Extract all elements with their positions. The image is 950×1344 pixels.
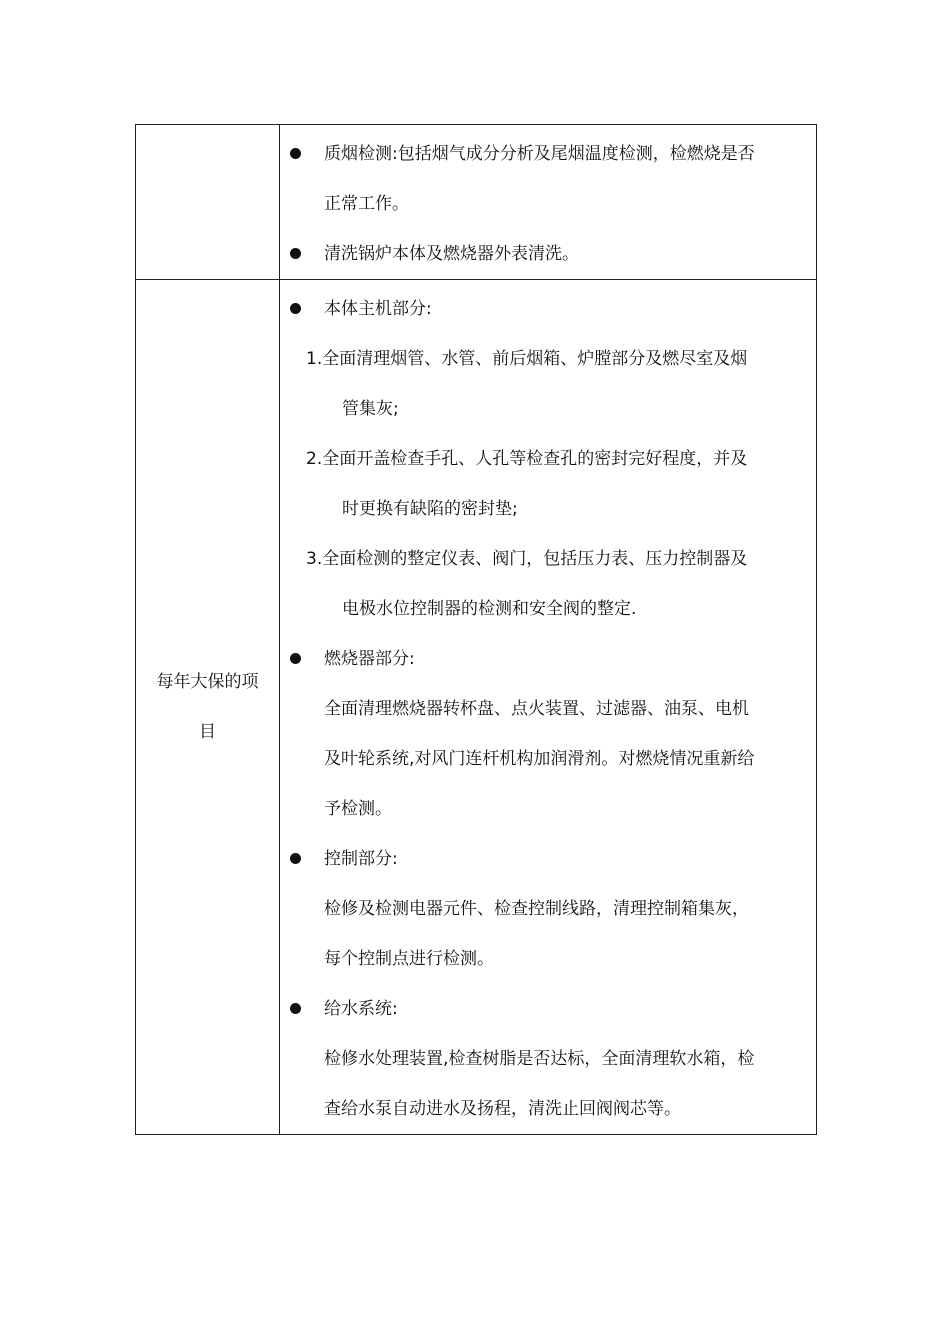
line-text: 2.全面开盖检查手孔、人孔等检查孔的密封完好程度，并及 (306, 449, 748, 469)
continuation-line (286, 1084, 808, 1134)
line-text: 每个控制点进行检测。 (324, 949, 494, 969)
line-text: 控制部分: (324, 849, 398, 869)
bullet-icon (290, 248, 301, 259)
bullet-item (286, 284, 808, 334)
continuation-line (286, 484, 808, 534)
row-label-cell (136, 280, 280, 1135)
line-text: 时更换有缺陷的密封垫; (342, 499, 518, 519)
line-text: 正常工作。 (324, 194, 409, 214)
line-text: 燃烧器部分: (324, 649, 415, 669)
continuation-line (286, 934, 808, 984)
continuation-line (286, 784, 808, 834)
continuation-line (286, 1034, 808, 1084)
bullet-icon (290, 653, 301, 664)
numbered-item (286, 434, 808, 484)
continuation-line (286, 684, 808, 734)
line-text: 检修及检测电器元件、检查控制线路，清理控制箱集灰， (324, 899, 749, 919)
line-text: 检修水处理装置,检查树脂是否达标，全面清理软水箱，检 (324, 1049, 755, 1069)
bullet-text: 清洗锅炉本体及燃烧器外表清洗。 (324, 244, 579, 264)
continuation-line (286, 384, 808, 434)
bullet-item (286, 984, 808, 1034)
row-label-line: 目 (199, 722, 216, 742)
maintenance-table (135, 124, 817, 1135)
bullet-item (286, 634, 808, 684)
numbered-item (286, 534, 808, 584)
bullet-item (286, 129, 808, 179)
line-text: 1.全面清理烟管、水管、前后烟箱、炉膛部分及燃尽室及烟 (306, 349, 748, 369)
row-content-cell (280, 125, 817, 280)
table-row (136, 280, 817, 1135)
line-text: 本体主机部分: (324, 299, 432, 319)
bullet-icon (290, 1003, 301, 1014)
line-text: 给水系统: (324, 999, 398, 1019)
numbered-item (286, 334, 808, 384)
bullet-item (286, 834, 808, 884)
bullet-icon (290, 303, 301, 314)
row-label-line: 每年大保的项 (156, 672, 259, 692)
line-text: 管集灰; (342, 399, 399, 419)
line-text: 查给水泵自动进水及扬程，清洗止回阀阀芯等。 (324, 1099, 681, 1119)
bullet-text: 质烟检测:包括烟气成分分析及尾烟温度检测，检燃烧是否 (324, 144, 755, 164)
continuation-line (286, 884, 808, 934)
continuation-line (286, 584, 808, 634)
bullet-icon (290, 148, 301, 159)
line-text: 全面清理燃烧器转杯盘、点火装置、过滤器、油泵、电机 (324, 699, 749, 719)
bullet-icon (290, 853, 301, 864)
table-row (136, 125, 817, 280)
line-text: 及叶轮系统,对风门连杆机构加润滑剂。对燃烧情况重新给 (324, 749, 755, 769)
row-label-cell (136, 125, 280, 280)
row-content-cell (280, 280, 817, 1135)
bullet-item (286, 229, 808, 279)
continuation-line (286, 179, 808, 229)
line-text: 予检测。 (324, 799, 392, 819)
continuation-line (286, 734, 808, 784)
line-text: 3.全面检测的整定仪表、阀门，包括压力表、压力控制器及 (306, 549, 748, 569)
line-text: 电极水位控制器的检测和安全阀的整定. (342, 599, 637, 619)
